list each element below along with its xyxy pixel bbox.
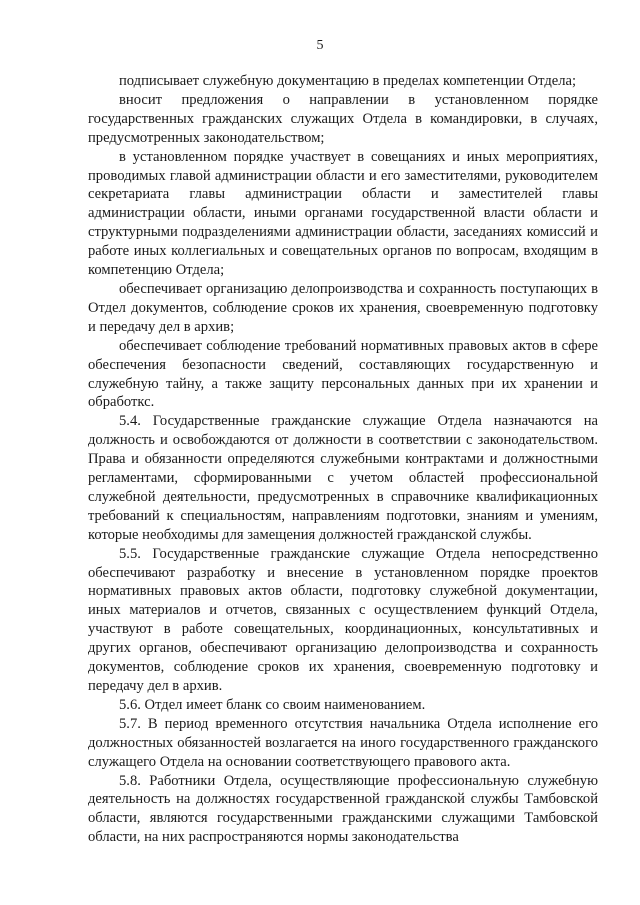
paragraph: 5.8. Работники Отдела, осуществляющие профессиональную служебную деятельность на должностях государственной гражданской службы Тамбовской области, являются государственными гражданскими служащими Тамбовской области, на них распространяются нормы законодательства bbox=[88, 772, 598, 846]
page-number: 5 bbox=[316, 38, 324, 53]
paragraph: 5.6. Отдел имеет бланк со своим наименованием. bbox=[119, 696, 426, 713]
paragraph: 5.4. Государственные гражданские служащие Отдела назначаются на должность и освобождаются от должности в соответствии с законодательством. Права и обязанности определяются служебными контрактами и должностными регламентами, сформированными с учетом областей профессиональной служебной деятельности, предусмотренных в справочнике квалификационных требований к специальностям, направлениям подготовки, знаниям и умениям, которые необходимы для замещения должностей гражданской службы. bbox=[88, 413, 598, 543]
paragraph: подписывает служебную документацию в пределах компетенции Отдела; bbox=[119, 73, 577, 89]
paragraph: 5.7. В период временного отсутствия начальника Отдела исполнение его должностных обязанностей возлагается на иного государственного гражданского служащего Отдела на основании соответствующего правового акта. bbox=[88, 715, 598, 770]
document-body bbox=[88, 72, 598, 847]
paragraph: обеспечивает соблюдение требований нормативных правовых актов в сфере обеспечения безопасности сведений, составляющих государственную и служебную тайну, а также защиту персональных данных при их хранении и обработкс. bbox=[88, 337, 598, 411]
paragraph: 5.5. Государственные гражданские служащие Отдела непосредственно обеспечивают разработку и внесение в установленном порядке проектов нормативных правовых актов области, подготовку служебной документации, иных материалов и отчетов, связанных с осуществлением функций Отдела, участвуют в работе совещательных, координационных, консультативных и других органов, обеспечивают организацию делопроизводства и сохранность документов, соблюдение сроков их хранения, своевременную подготовку и передачу дел в архив. bbox=[88, 545, 598, 694]
paragraph: в установленном порядке участвует в совещаниях и иных мероприятиях, проводимых главой администрации области и его заместителями, руководителем секретариата главы администрации области и заместителей главы администрации области, иными органами государственной власти области и структурными подразделениями администрации области, заседаниях комиссий и работе иных коллегиальных и совещательных органов по вопросам, входящим в компетенцию Отдела; bbox=[88, 148, 598, 279]
paragraph: обеспечивает организацию делопроизводства и сохранность поступающих в Отдел документов, соблюдение сроков их хранения, своевременную подготовку и передачу дел в архив; bbox=[88, 280, 598, 335]
paragraph: вносит предложения о направлении в установленном порядке государственных гражданских служащих Отдела в командировки, в случаях, предусмотренных законодательством; bbox=[88, 91, 598, 146]
